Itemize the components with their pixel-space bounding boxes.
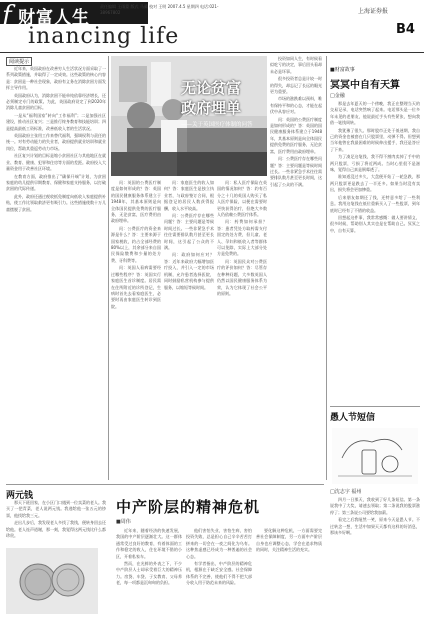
paragraph: 看完之后我哑然一笑，原来今天是愚人节。不过转念一想，生活中如果天天都有这样的好消息，那该多好啊。: [330, 517, 420, 536]
page-number: B4: [396, 22, 415, 37]
paragraph: 问：英国人看病需要经过哪些程序？答：英国实行家庭医生首诊制度。居民需在住所附近的诊所登记，生病时首先去看家庭医生，必要时再由家庭医生转诊到医院。: [111, 265, 161, 309]
article-title: 冥冥中自有天算: [330, 80, 400, 91]
bottom-article-author: ■周伟: [116, 519, 131, 525]
paragraph: 问：公费医疗的资金来源是什么？答：主要来源于国家税收，约占全部经费的80%以上，其余部分来自国民保险缴费和少量的处方费、牙科费等。: [111, 225, 161, 263]
paragraph: 他们害怕失业，害怕生病，害怕投资失败，总是担心自己辛辛苦苦打拼来的一切会在一夜之间化为乌有。这种焦虑感已经成为一种普遍的社会心态。: [186, 528, 252, 559]
article-author: □金融: [330, 93, 345, 99]
paragraph: 回想起这件事，我常常感慨：做人要讲情义，很多时候，帮助别人其实也是在帮助自己。冥冥之中，自有天算。: [330, 214, 420, 233]
section-initial: f: [2, 1, 12, 31]
paragraph: 那天下班回家，在小区门口遇到一位卖菜的老人。我买了一把青菜，老人说两元钱。我递给他一张五元的钞票，他找给我三元。: [6, 500, 106, 518]
paragraph: 社区复兴计划的目标是缩小贫困社区与其他地区在就业、教育、健康、犯罪和住房等方面的差距。政府投入大量资金用于改善社区环境。: [6, 153, 106, 172]
wise-author: □沈志宇 福州: [330, 489, 362, 495]
bottom-column-2: [186, 528, 252, 616]
paragraph: 近年来，随着经济的快速发展，我国的中产阶层逐渐壮大。这一群体通常受过良好的教育，有着体面的工作和稳定的收入，住在环境不错的小区，开着私家车。: [116, 528, 182, 559]
wise-body: [330, 497, 420, 615]
header-meta: 责任编辑 王雨蒙 版式 马冀 校对 王明 2007.4.5 星期四 电话:021-38967802: [100, 4, 219, 15]
paragraph: 走出几步后，我发现老人多找了我钱，便转身回去还给他。老人连声道谢，那一刻，我觉得这两元钱比什么都珍贵。: [6, 520, 106, 539]
reading-tip-tag: 阅读提示: [6, 57, 32, 66]
section-title-cn: 财富人生: [18, 8, 90, 28]
feature-column-3: [217, 180, 267, 476]
paragraph: 在教育方面，政府推出了“确保开端”计划，为贫困家庭的幼儿提供早期教育、保健和家庭支持服务，以打破贫困的代际传递。: [6, 173, 106, 192]
feature-title-line-2: 政府埋单: [181, 99, 242, 117]
article-label: ■财富故事: [330, 67, 355, 73]
header-rule: [0, 52, 424, 53]
feature-title-line-1: 无论贫富: [181, 79, 242, 97]
paragraph: 问：英国的公费医疗制度是如何形成的？答：英国的国民健康服务体系建立于1948年，其基本原则是向全体国民提供免费的医疗服务，无论贫富，医疗费用由政府埋单。: [270, 116, 322, 154]
paragraph: 要化解这种危机，一方面需要完善社会保障制度，另一方面中产阶层自身也应调整心态，学会在追求物质的同时，关注精神生活的充实。: [256, 528, 322, 553]
paragraph: 那是去年夏天的一个傍晚，我正在整理当天的交易记录，电话突然响了起来。电话那头是一位多年未见的老朋友，他说最近手头有些紧张，想向我借一笔钱周转。: [330, 101, 420, 126]
paragraph: 英国政府主张用工作来替代福利，强调权利与责任的统一。对有劳动能力的失业者，政府提供就业培训和就业岗位，帮助其重返劳动力市场。: [6, 133, 106, 151]
paragraph: 我犹豫了很久。那时股市正处于低迷期，我自己的资金也被套在几只股票里，动弹不得。但想到当年他曾在我最困难的时候伸出援手，我还是答应了下来。: [330, 127, 420, 152]
paragraph: 问：家庭医生的收入如何？答：家庭医生是独立执业者，与政府签订合同，根据登记的居民人数获得报酬，收入水平较高。: [164, 180, 214, 211]
wise-title: 愚人节短信: [330, 413, 376, 423]
column-divider: [326, 56, 327, 480]
section-divider: [330, 406, 420, 407]
paper-name: 上海证券报: [358, 8, 389, 15]
feature-column-2: [164, 180, 214, 476]
paragraph: 英国政府认为，消除贫困不能单纯依靠经济增长，还必须制定专门的政策。为此，英国政府设定了到2020年消除儿童贫困的目标。: [6, 92, 106, 111]
coin-story-title: 两元钱: [6, 491, 34, 501]
section-divider: [6, 484, 324, 485]
left-column: [6, 66, 106, 478]
feature-title: [181, 78, 241, 118]
bottom-column-3: [256, 528, 322, 616]
paragraph: 问：英国的公费医疗制度是如何形成的？答：英国的国民健康服务体系建立于1948年，其基本原则是向全体国民提供免费的医疗服务，无论贫富，医疗费用由政府埋单。: [111, 180, 161, 224]
coin-story-body: [6, 500, 106, 546]
paragraph: 市场的涨跌难以预料，唯有保持平和的心态，才能在起伏中从容应对。: [270, 96, 322, 115]
paragraph: 有学者指出，中产阶层的精神危机，根源在于缺乏安全感。社会保障体系的不完善，使他们不得不把大部分收入用于防范未来的风险。: [186, 561, 252, 586]
feature-column-4: [270, 56, 322, 476]
feature-column-1: [111, 180, 161, 476]
column-divider: [108, 56, 109, 480]
paragraph: 问：药费如何承担？答：患者凭处方取药需支付固定的处方费，但儿童、老人、孕妇和低收入者等群体可以免除，实际上大部分处方是免费的。: [217, 219, 267, 257]
page-header: [0, 0, 424, 52]
cartoon-sketch: [332, 428, 418, 484]
paragraph: 此外，政府还通过税收抵免制度向低收入家庭提供补贴，使工作比领取救济更有吸引力。这些措施使数十万儿童摆脱了贫困。: [6, 193, 106, 212]
paragraph: 问：公费医疗存在哪些问题？答：主要问题是等候时间过长。一些非紧急手术往往需要排队数月甚至更长时间，这引起了公众的不满。: [270, 156, 322, 187]
paragraph: 问：公费医疗存在哪些问题？答：主要问题是等候时间过长。一些非紧急手术往往需要排队数月甚至更长时间，这引起了公众的不满。: [164, 213, 214, 251]
bottom-article-title: 中产阶层的精神危机: [116, 498, 261, 516]
phone-sketch-illustration: [332, 428, 418, 484]
paragraph: 投资如同人生，有时候看似吃亏的决定，事后回头看却未必是坏事。: [270, 56, 322, 74]
feature-subtitle: ——关于英国医疗体制的问答: [181, 122, 253, 128]
paragraph: 很多投资者总是计较一时的得失，却忘记了长远的眼光更为重要。: [270, 76, 322, 95]
feature-photo: [111, 56, 267, 176]
paragraph: 一是从“福利国家”转向“工作福利”；二是加强社区建设，推动社区复兴；三是推行终身教育和技能培训；四是提高最低工资标准，改善低收入者的生活状况。: [6, 112, 106, 131]
paragraph: 然而，在光鲜的外表之下，不少中产阶层人士却承受着巨大的精神压力。房贷、车贷、子女教育、父母养老，每一项都是沉甸甸的负担。: [116, 561, 182, 586]
paragraph: 谁知道没过多久，大盘便开始了一轮急跌，那两只股票更是跌去了一半还多。如果当时没有卖出，损失将会更加惨重。: [330, 174, 420, 193]
paragraph: 近年来，英国政府在改善穷人生活状况方面采取了一系列政策措施，并取得了一定成效。这些政策的核心内容是：贫困是一种社会现象，政府有义务在消除贫困方面发挥主导作用。: [6, 66, 106, 91]
bottom-column-1: [116, 528, 182, 616]
coins-illustration: [6, 548, 98, 614]
paragraph: 问：英国民众对公费医疗的评价如何？答：尽管存在种种问题，大多数英国人仍然以国民健康服务体系为荣，认为它体现了社会公平的原则。: [217, 258, 267, 296]
paragraph: 为了凑足这笔钱，我不得不割肉卖掉了手中的两只股票，亏损了将近两成。当时心里很不是滋味，觉得自己真是倒霉透了。: [330, 154, 420, 173]
coin-photo: [6, 548, 98, 614]
right-article-body: [330, 101, 420, 401]
section-title-en: inancing life: [28, 24, 180, 49]
paragraph: 问：政府如何应对？答：近年来政府大幅增加医疗投入，并引入一定的市场机制，允许患者选择医院，同时鼓励私营机构参与提供服务，以缩短等候时间。: [164, 252, 214, 290]
paragraph: 四月一日那天，我收到了好几条短信。第一条说我中了大奖，请速去领取；第二条说我的股票涨停了；第三条说公司要给我加薪。: [330, 497, 420, 515]
paragraph: 后来朋友如期还了钱，还特意多给了一些利息。我用这笔钱在低位重新买入了一些股票，到年底时已经有了不错的收益。: [330, 194, 420, 213]
paragraph: 问：私人医疗保险在英国的情况如何？答：约有百分之十几的英国人购买了私人医疗保险，以便在需要时更快获得治疗，但绝大多数人仍依赖公费医疗体系。: [217, 180, 267, 218]
